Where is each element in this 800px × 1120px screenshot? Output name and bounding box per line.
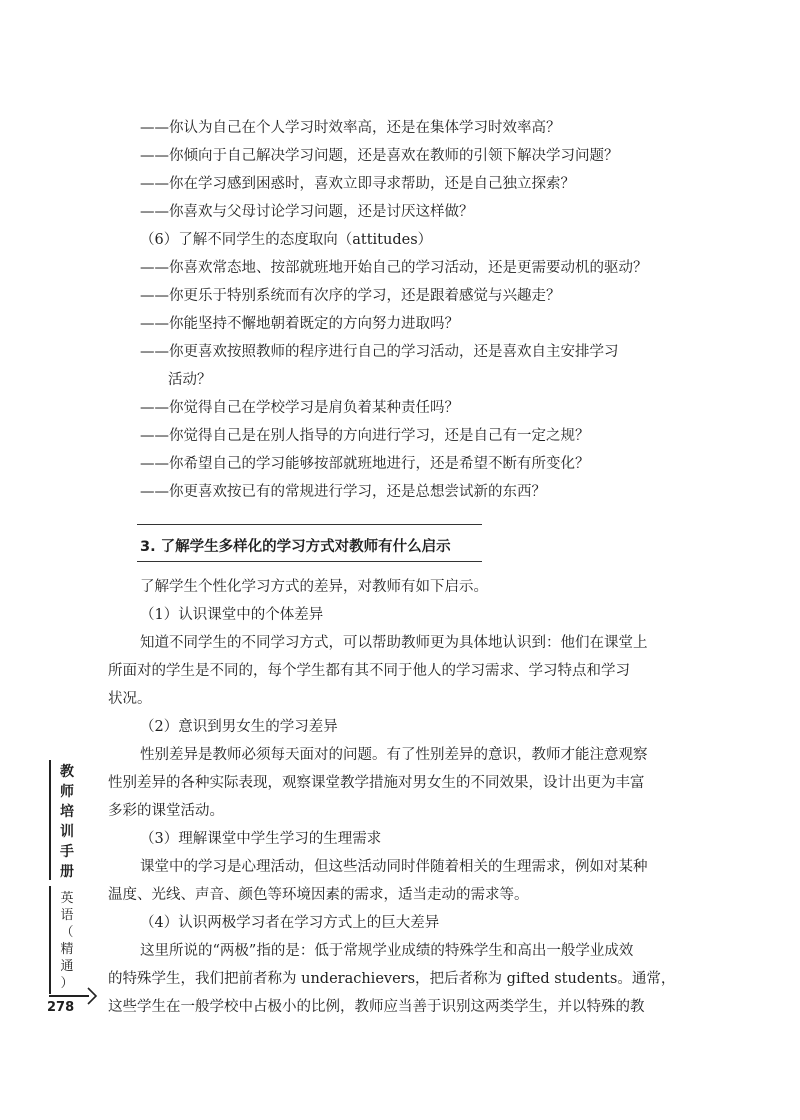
section-rule-bottom [137,561,482,562]
question-line: ——你能坚持不懈地朝着既定的方向努力进取吗？ [140,316,459,332]
sidebar-book-char: 通 [60,959,74,974]
sidebar-series-char: 教 [60,764,74,780]
paragraph-line: 状况。 [108,691,152,707]
question-line: ——你更喜欢按已有的常规进行学习，还是总想尝试新的东西？ [140,484,546,500]
section-title: 3. 了解学生多样化的学习方式对教师有什么启示 [140,539,451,555]
paragraph-line: 性别差异是教师必须每天面对的问题。有了性别差异的意识，教师才能注意观察 [140,747,648,763]
sidebar-series-char: 训 [60,824,74,840]
paragraph-line: 的特殊学生，我们把前者称为 underachievers，把后者称为 gifted students。通常， [108,971,676,987]
paragraph-line: 温度、光线、声音、颜色等环境因素的需求，适当走动的需求等。 [108,887,529,903]
paragraph-line: 这些学生在一般学校中占极小的比例，教师应当善于识别这两类学生，并以特殊的教 [108,999,645,1015]
subheading: （1）认识课堂中的个体差异 [140,607,324,623]
sidebar-rule [49,760,51,880]
paragraph-line: 这里所说的“两极”指的是：低于常规学业成绩的特殊学生和高出一般学业成效 [140,943,634,959]
question-line: ——你喜欢常态地、按部就班地开始自己的学习活动，还是更需要动机的驱动？ [140,260,648,276]
question-line: ——你觉得自己是在别人指导的方向进行学习，还是自己有一定之规？ [140,428,590,444]
paragraph-line: 课堂中的学习是心理活动，但这些活动同时伴随着相关的生理需求，例如对某种 [140,859,648,875]
question-line: ——你觉得自己在学校学习是肩负着某种责任吗？ [140,400,459,416]
question-line: ——你喜欢与父母讨论学习问题，还是讨厌这样做？ [140,204,474,220]
sidebar-book-char: 英 [60,891,74,906]
paragraph-line: 知道不同学生的不同学习方式，可以帮助教师更为具体地认识到：他们在课堂上 [140,635,648,651]
question-line: ——你倾向于自己解决学习问题，还是喜欢在教师的引领下解决学习问题？ [140,148,619,164]
section-rule-top [137,524,482,525]
subheading: （3）理解课堂中学生学习的生理需求 [140,831,382,847]
sidebar-book-char: 精 [60,942,74,957]
subheading: （2）意识到男女生的学习差异 [140,719,338,735]
sidebar-series-char: 手 [60,844,74,860]
question-line-continuation: 活动？ [168,372,212,388]
paragraph-line: 多彩的课堂活动。 [108,803,224,819]
sidebar-series-char: 培 [60,804,74,820]
item-heading: （6）了解不同学生的态度取向（attitudes） [140,232,433,248]
question-line: ——你更喜欢按照教师的程序进行自己的学习活动，还是喜欢自主安排学习 [140,344,619,360]
subheading: （4）认识两极学习者在学习方式上的巨大差异 [140,915,440,931]
question-line: ——你认为自己在个人学习时效率高，还是在集体学习时效率高？ [140,120,561,136]
sidebar-series-char: 师 [60,784,74,800]
paragraph-line: 了解学生个性化学习方式的差异，对教师有如下启示。 [140,579,488,595]
question-line: ——你希望自己的学习能够按部就班地进行，还是希望不断有所变化？ [140,456,590,472]
page-number: 278 [47,1000,75,1015]
question-line: ——你更乐于特别系统而有次序的学习，还是跟着感觉与兴趣走？ [140,288,561,304]
question-line: ——你在学习感到困惑时，喜欢立即寻求帮助，还是自己独立探索？ [140,176,575,192]
paragraph-line: 性别差异的各种实际表现，观察课堂教学措施对男女生的不同效果，设计出更为丰富 [108,775,645,791]
sidebar-series-char: 册 [60,864,74,880]
sidebar-book-char: ） [60,976,74,991]
sidebar-book-char: （ [60,925,74,940]
paragraph-line: 所面对的学生是不同的，每个学生都有其不同于他人的学习需求、学习特点和学习 [108,663,630,679]
sidebar-book-char: 语 [60,908,74,923]
sidebar-rule [49,886,51,994]
